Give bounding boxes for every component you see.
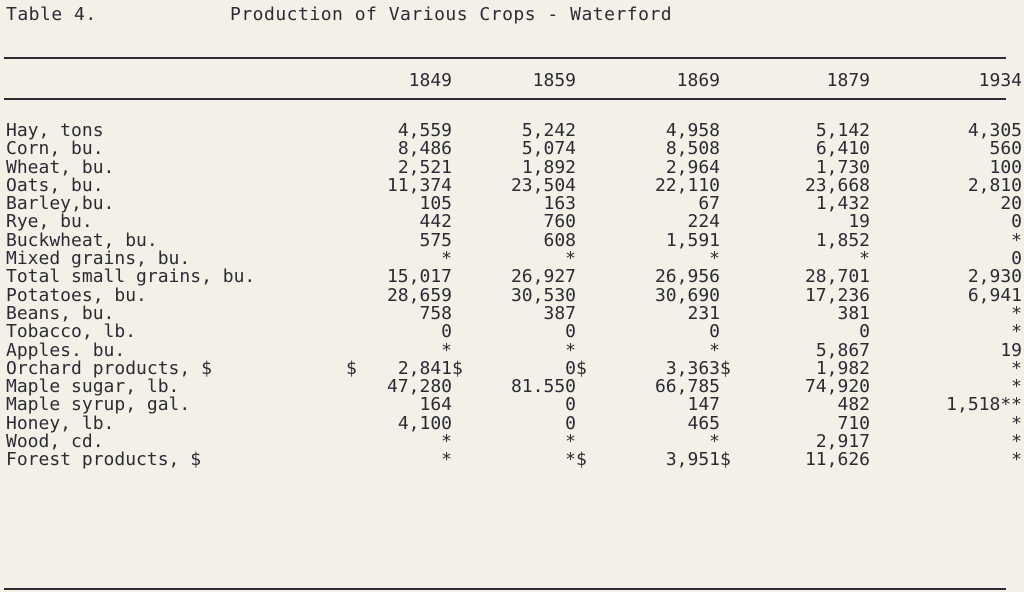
year-header: 1869 xyxy=(676,70,720,91)
currency-mark xyxy=(870,415,882,433)
value-cell-1849: 442 xyxy=(419,211,452,233)
value-cell-1849: 2,841 xyxy=(397,357,452,379)
spacer-cell xyxy=(6,94,1022,122)
value-cell-1879: * xyxy=(859,248,870,270)
value-cell-1879: 381 xyxy=(837,302,870,324)
value-cell-1934: 4,305 xyxy=(967,120,1022,141)
value-cell-1869: 3,951 xyxy=(665,449,720,471)
value-cell-1934: * xyxy=(1011,449,1022,471)
value-cell-1869: 67 xyxy=(698,193,720,215)
currency-mark xyxy=(576,195,588,213)
header-label-cell xyxy=(6,72,346,94)
currency-mark xyxy=(452,177,464,195)
value-cell-1859: 5,242 xyxy=(521,120,576,141)
year-header: 1849 xyxy=(408,70,452,91)
value-cell-1934: * xyxy=(1011,229,1022,251)
currency-mark xyxy=(576,122,588,140)
currency-mark xyxy=(346,415,358,433)
crop-label: Buckwheat, bu. xyxy=(6,229,158,251)
value-cell-1859: 387 xyxy=(543,302,576,324)
value-cell-1934: * xyxy=(1011,376,1022,398)
currency-mark xyxy=(452,415,464,433)
value-cell-1869: 4,958 xyxy=(665,120,720,141)
currency-mark xyxy=(870,140,882,158)
crop-label: Potatoes, bu. xyxy=(6,284,147,306)
crop-label: Beans, bu. xyxy=(6,302,115,324)
value-cell-1879: 710 xyxy=(837,412,870,434)
currency-mark xyxy=(870,250,882,268)
currency-mark xyxy=(452,396,464,414)
value-cell-1934: 560 xyxy=(989,138,1022,160)
value-cell-1934: 20 xyxy=(1000,193,1022,215)
currency-mark xyxy=(720,378,732,396)
value-cell-1869: 66,785 xyxy=(654,376,720,398)
currency-mark xyxy=(720,213,732,231)
currency-mark xyxy=(576,396,588,414)
currency-mark xyxy=(452,433,464,451)
value-cell-1849: 4,559 xyxy=(397,120,452,141)
currency-mark xyxy=(346,177,358,195)
value-cell-1859: 23,504 xyxy=(510,174,576,196)
value-cell-1849: 15,017 xyxy=(386,266,452,288)
value-cell-1859: 5,074 xyxy=(521,138,576,160)
value-cell-1879: 74,920 xyxy=(804,376,870,398)
value-cell-1934: 1,518** xyxy=(946,394,1022,416)
currency-mark xyxy=(452,213,464,231)
currency-mark xyxy=(452,378,464,396)
header-cur-cell xyxy=(346,72,358,94)
value-cell-1934: * xyxy=(1011,412,1022,434)
currency-mark xyxy=(870,378,882,396)
value-cell-1859: 1,892 xyxy=(521,156,576,178)
value-cell-1849: 758 xyxy=(419,302,452,324)
header-cur-cell xyxy=(870,72,882,94)
crop-label: Corn, bu. xyxy=(6,138,104,160)
currency-mark xyxy=(870,177,882,195)
value-cell-1859: 608 xyxy=(543,229,576,251)
value-cell-1849: * xyxy=(441,431,452,453)
value-cell-1869: 30,690 xyxy=(654,284,720,306)
currency-mark xyxy=(452,232,464,250)
value-cell-1849: 2,521 xyxy=(397,156,452,178)
currency-mark xyxy=(452,451,464,469)
value-cell-1859: 0 xyxy=(565,394,576,416)
header-cur-cell xyxy=(720,72,732,94)
currency-mark xyxy=(346,323,358,341)
currency-mark xyxy=(346,159,358,177)
currency-mark xyxy=(346,122,358,140)
crop-label: Rye, bu. xyxy=(6,211,93,233)
currency-mark xyxy=(720,195,732,213)
crop-label: Forest products, $ xyxy=(6,449,202,471)
crop-label: Mixed grains, bu. xyxy=(6,248,191,270)
currency-mark xyxy=(576,213,588,231)
currency-mark xyxy=(720,305,732,323)
currency-mark: $ xyxy=(576,449,587,471)
currency-mark xyxy=(346,433,358,451)
value-cell-1869: 231 xyxy=(687,302,720,324)
currency-mark xyxy=(720,140,732,158)
value-cell-1869: 147 xyxy=(687,394,720,416)
value-cell-1859: 0 xyxy=(565,321,576,343)
currency-mark xyxy=(870,195,882,213)
currency-mark xyxy=(870,396,882,414)
value-cell-1859: * xyxy=(565,339,576,361)
crop-label: Barley,bu. xyxy=(6,193,115,215)
currency-mark xyxy=(452,323,464,341)
currency-mark xyxy=(870,213,882,231)
value-cell-1869: 224 xyxy=(687,211,720,233)
table-row xyxy=(6,396,1022,414)
currency-mark: $ xyxy=(720,449,731,471)
currency-mark xyxy=(870,232,882,250)
currency-mark xyxy=(346,140,358,158)
value-cell-1859: * xyxy=(565,449,576,471)
value-cell-1879: 5,867 xyxy=(815,339,870,361)
value-cell-1849: 575 xyxy=(419,229,452,251)
table-title xyxy=(6,4,672,25)
currency-mark xyxy=(576,177,588,195)
year-header: 1859 xyxy=(532,70,576,91)
value-cell-1859: 163 xyxy=(543,193,576,215)
currency-mark xyxy=(452,140,464,158)
currency-mark xyxy=(720,323,732,341)
table-row xyxy=(6,451,1022,469)
value-cell-1849: * xyxy=(441,449,452,471)
value-cell-1849: 28,659 xyxy=(386,284,452,306)
value-cell-1879: 482 xyxy=(837,394,870,416)
value-cell-1934: 19 xyxy=(1000,339,1022,361)
value-cell-1879: 23,668 xyxy=(804,174,870,196)
currency-mark xyxy=(720,250,732,268)
currency-mark xyxy=(870,323,882,341)
table-row xyxy=(6,323,1022,341)
currency-mark xyxy=(870,451,882,469)
value-cell-1849: 47,280 xyxy=(386,376,452,398)
value-cell-1869: * xyxy=(709,339,720,361)
currency-mark xyxy=(346,287,358,305)
crop-label: Oats, bu. xyxy=(6,174,104,196)
value-cell-1869: 1,591 xyxy=(665,229,720,251)
currency-mark: $ xyxy=(576,357,587,379)
value-cell-1934: * xyxy=(1011,321,1022,343)
currency-mark xyxy=(870,305,882,323)
currency-mark xyxy=(576,378,588,396)
crop-label: Tobacco, lb. xyxy=(6,321,137,343)
value-cell-1879: 1,730 xyxy=(815,156,870,178)
value-cell-1849: 0 xyxy=(441,321,452,343)
value-cell-1934: 2,930 xyxy=(967,266,1022,288)
currency-mark xyxy=(346,305,358,323)
crop-label: Hay, tons xyxy=(6,120,104,141)
value-cell-1869: 2,964 xyxy=(665,156,720,178)
currency-mark xyxy=(452,305,464,323)
value-cell-1859: 760 xyxy=(543,211,576,233)
value-cell-1849: 105 xyxy=(419,193,452,215)
currency-mark xyxy=(870,360,882,378)
crop-label: Apples. bu. xyxy=(6,339,126,361)
crop-label: Wood, cd. xyxy=(6,431,104,453)
currency-mark xyxy=(870,159,882,177)
value-cell-1934: 0 xyxy=(1011,248,1022,270)
top-rule xyxy=(4,57,1006,59)
currency-mark: $ xyxy=(346,357,357,379)
value-cell-1879: 1,982 xyxy=(815,357,870,379)
value-cell-1869: * xyxy=(709,248,720,270)
value-cell-1849: 11,374 xyxy=(386,174,452,196)
currency-mark xyxy=(576,268,588,286)
value-cell-1869: 22,110 xyxy=(654,174,720,196)
currency-mark xyxy=(346,250,358,268)
crop-table xyxy=(6,72,1022,470)
value-cell-1859: 0 xyxy=(565,357,576,379)
crop-label: Maple syrup, gal. xyxy=(6,394,191,416)
value-cell-1879: 19 xyxy=(848,211,870,233)
value-cell-1934: * xyxy=(1011,431,1022,453)
currency-mark xyxy=(576,159,588,177)
currency-mark xyxy=(346,378,358,396)
currency-mark xyxy=(452,268,464,286)
header-cur-cell xyxy=(576,72,588,94)
currency-mark xyxy=(346,268,358,286)
currency-mark xyxy=(720,415,732,433)
currency-mark xyxy=(576,232,588,250)
year-header: 1934 xyxy=(978,70,1022,91)
value-cell-1849: * xyxy=(441,339,452,361)
value-cell-1934: 2,810 xyxy=(967,174,1022,196)
value-cell-1879: 1,432 xyxy=(815,193,870,215)
currency-mark xyxy=(576,287,588,305)
value-cell-1879: 2,917 xyxy=(815,431,870,453)
value-cell-1934: * xyxy=(1011,302,1022,324)
table-row xyxy=(6,268,1022,286)
currency-mark xyxy=(452,122,464,140)
table-body xyxy=(6,122,1022,470)
value-cell-1869: * xyxy=(709,431,720,453)
crop-label: Orchard products, $ xyxy=(6,357,212,379)
year-header: 1879 xyxy=(826,70,870,91)
currency-mark xyxy=(576,415,588,433)
crop-label: Wheat, bu. xyxy=(6,156,115,178)
currency-mark xyxy=(576,305,588,323)
currency-mark xyxy=(870,268,882,286)
table-heading: Production of Various Crops - Waterford xyxy=(230,4,673,25)
value-cell-1859: * xyxy=(565,431,576,453)
value-cell-1869: 0 xyxy=(709,321,720,343)
value-cell-1849: 8,486 xyxy=(397,138,452,160)
value-cell-1869: 465 xyxy=(687,412,720,434)
currency-mark xyxy=(720,159,732,177)
crop-label: Honey, lb. xyxy=(6,412,115,434)
value-cell-1934: 0 xyxy=(1011,211,1022,233)
value-cell-1849: * xyxy=(441,248,452,270)
value-cell-1879: 6,410 xyxy=(815,138,870,160)
currency-mark xyxy=(346,451,358,469)
value-cell-1879: 1,852 xyxy=(815,229,870,251)
currency-mark xyxy=(452,159,464,177)
currency-mark xyxy=(576,323,588,341)
value-cell-1859: 30,530 xyxy=(510,284,576,306)
currency-mark xyxy=(870,342,882,360)
currency-mark xyxy=(720,268,732,286)
value-cell-1849: 4,100 xyxy=(397,412,452,434)
value-cell-1859: 81.550 xyxy=(510,376,576,398)
value-cell-1859: 0 xyxy=(565,412,576,434)
currency-mark xyxy=(452,287,464,305)
value-cell-1849: 164 xyxy=(419,394,452,416)
currency-mark xyxy=(346,232,358,250)
table-number: Table 4. xyxy=(6,4,97,25)
bottom-rule xyxy=(4,588,1006,590)
value-cell-1859: 26,927 xyxy=(510,266,576,288)
currency-mark xyxy=(720,396,732,414)
header-cur-cell xyxy=(452,72,464,94)
year-header-row xyxy=(6,72,1022,94)
value-cell-1934: * xyxy=(1011,357,1022,379)
currency-mark xyxy=(720,122,732,140)
currency-mark xyxy=(870,433,882,451)
currency-mark xyxy=(720,232,732,250)
value-cell-1879: 28,701 xyxy=(804,266,870,288)
currency-mark xyxy=(346,396,358,414)
currency-mark xyxy=(720,177,732,195)
value-cell-1879: 0 xyxy=(859,321,870,343)
currency-mark xyxy=(346,213,358,231)
crop-label: Total small grains, bu. xyxy=(6,266,256,288)
currency-mark xyxy=(346,195,358,213)
currency-mark xyxy=(576,140,588,158)
header-spacer xyxy=(6,94,1022,122)
value-cell-1859: * xyxy=(565,248,576,270)
currency-mark: $ xyxy=(720,357,731,379)
currency-mark xyxy=(720,287,732,305)
value-cell-1934: 6,941 xyxy=(967,284,1022,306)
currency-mark xyxy=(452,250,464,268)
value-cell-1869: 3,363 xyxy=(665,357,720,379)
crop-label: Maple sugar, lb. xyxy=(6,376,180,398)
currency-mark: $ xyxy=(452,357,463,379)
value-cell-1869: 8,508 xyxy=(665,138,720,160)
value-cell-1879: 5,142 xyxy=(815,120,870,141)
table-row xyxy=(6,140,1022,158)
value-cell-1869: 26,956 xyxy=(654,266,720,288)
value-cell-1879: 17,236 xyxy=(804,284,870,306)
currency-mark xyxy=(452,195,464,213)
currency-mark xyxy=(576,250,588,268)
value-cell-1934: 100 xyxy=(989,156,1022,178)
currency-mark xyxy=(870,287,882,305)
currency-mark xyxy=(870,122,882,140)
value-cell-1879: 11,626 xyxy=(804,449,870,471)
